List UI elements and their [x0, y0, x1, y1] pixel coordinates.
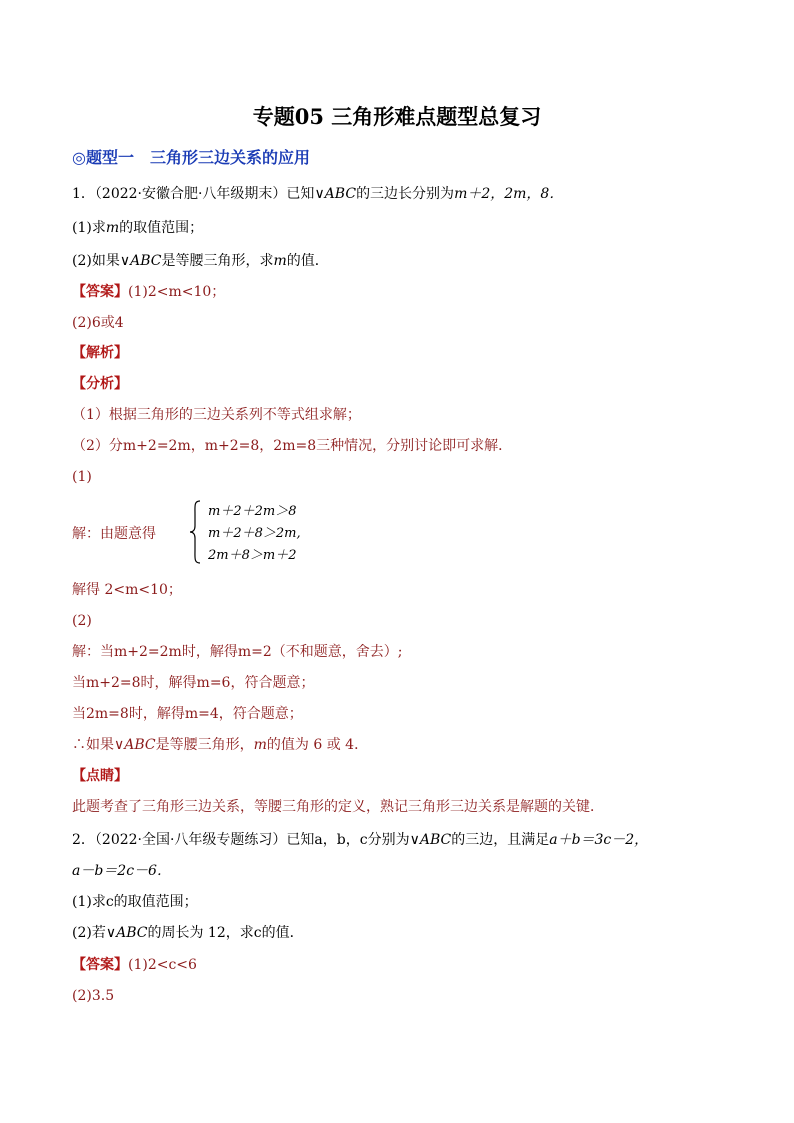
- inequality-2: m＋2＋8＞2m,: [208, 526, 301, 541]
- solution1-intro: 解：由题意得: [72, 526, 156, 542]
- q1-stem-a: 1．（2022·安徽合肥·八年级期末）已知: [72, 186, 315, 202]
- solution1-result: 解得 2<m<10；: [72, 582, 182, 598]
- solution2-label: (2): [72, 613, 92, 629]
- q2-answer2: (2)3.5: [72, 988, 115, 1004]
- solution2-triangle: ∨ABC: [114, 737, 156, 753]
- jiexi-tag: 【解析】: [72, 345, 128, 361]
- fenxi-1: （1）根据三角形的三边关系列不等式组求解；: [72, 407, 361, 423]
- q2-answer-line1: [72, 956, 197, 974]
- q2-equation2-line: [72, 862, 171, 880]
- q1-answer-line1: [72, 283, 225, 301]
- q1-part2-c: 的值．: [286, 253, 329, 269]
- solution1-label: (1): [72, 469, 92, 485]
- q1-triangle: ∨ABC: [314, 186, 357, 202]
- q2-equation1: a＋b＝3c－2，: [549, 832, 649, 848]
- inequality-3: 2m＋8＞m＋2: [208, 548, 297, 563]
- q1-part2-b: 是等腰三角形，求: [161, 253, 274, 269]
- q2-part2-triangle: ∨ABC: [105, 925, 148, 941]
- page-title: 专题05 三角形难点题型总复习: [252, 104, 542, 129]
- fenxi-tag: 【分析】: [72, 376, 128, 392]
- q1-part2-triangle: ∨ABC: [119, 253, 162, 269]
- q2-part2: [72, 924, 304, 942]
- q1-part2: [72, 252, 329, 270]
- solution2-line3: 当2m=8时，解得m=4，符合题意；: [72, 706, 303, 722]
- q2-stem-a: 2．（2022·全国·八年级专题练习）已知a，b，c分别为: [72, 832, 410, 848]
- q1-part1-b: 的取值范围；: [119, 220, 204, 236]
- q1-part2-a: (2)如果: [72, 253, 120, 269]
- q1-sides: m＋2，2m，8．: [454, 186, 564, 202]
- q1-answer1: (1)2<m<10；: [128, 284, 226, 300]
- brace-icon: [188, 500, 202, 564]
- q1-answer2: (2)6或4: [72, 315, 124, 331]
- q1-stem-b: 的三边长分别为: [356, 186, 455, 202]
- answer-tag: 【答案】: [72, 284, 128, 300]
- solution2-line2: 当m+2=8时，解得m=6，符合题意；: [72, 675, 315, 691]
- fenxi-2: （2）分m+2=2m，m+2=8，2m=8三种情况，分别讨论即可求解．: [72, 438, 513, 454]
- q2-answer-tag: 【答案】: [72, 957, 128, 973]
- solution2-line4-a: ∴如果: [72, 737, 114, 753]
- section-heading: ◎题型一 三角形三边关系的应用: [72, 148, 310, 167]
- solution2-line1: 解：当m+2=2m时，解得m=2（不和题意，舍去）;: [72, 644, 403, 660]
- q2-triangle: ∨ABC: [409, 832, 452, 848]
- q1-var-m: m: [105, 220, 120, 236]
- solution2-line4-c: 的值为 6 或 4．: [266, 737, 369, 753]
- q2-stem: [72, 831, 648, 849]
- q2-equation2: a－b＝2c－6．: [72, 863, 171, 879]
- q2-part2-b: 的周长为 12，求c的值．: [147, 925, 304, 941]
- q2-part2-a: (2)若: [72, 925, 106, 941]
- solution2-line4-b: 是等腰三角形，: [155, 737, 254, 753]
- q1-stem: [72, 185, 563, 203]
- dianjing-text: 此题考查了三角形三边关系，等腰三角形的定义，熟记三角形三边关系是解题的关键．: [72, 799, 604, 815]
- q2-answer1: (1)2<c<6: [128, 957, 197, 973]
- q2-part1: (1)求c的取值范围；: [72, 894, 198, 910]
- dianjing-tag: 【点睛】: [72, 768, 128, 784]
- q1-part2-var-m: m: [273, 253, 287, 269]
- q1-part1: [72, 219, 203, 237]
- solution2-line4: [72, 736, 368, 754]
- q1-part1-a: (1)求: [72, 220, 106, 236]
- solution2-var-m: m: [253, 737, 267, 753]
- inequality-1: m＋2＋2m＞8: [208, 504, 297, 519]
- q2-stem-b: 的三边，且满足: [451, 832, 550, 848]
